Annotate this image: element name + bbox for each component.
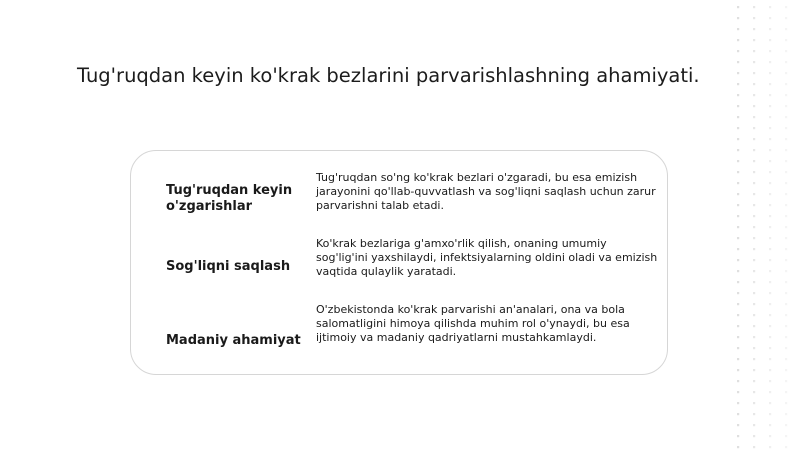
decorative-dot — [753, 237, 755, 239]
decorative-dot — [753, 149, 755, 151]
decorative-dot — [769, 391, 771, 393]
decorative-dot — [737, 248, 739, 250]
decorative-dot — [785, 17, 787, 19]
decorative-dot — [737, 61, 739, 63]
decorative-dot — [785, 413, 787, 415]
decorative-dot — [785, 28, 787, 30]
decorative-dot — [753, 50, 755, 52]
decorative-dot — [769, 336, 771, 338]
decorative-dot — [769, 61, 771, 63]
decorative-dot — [737, 94, 739, 96]
decorative-dot — [769, 303, 771, 305]
decorative-dot — [769, 116, 771, 118]
decorative-dot — [753, 413, 755, 415]
decorative-dot — [785, 149, 787, 151]
decorative-dot — [737, 116, 739, 118]
decorative-dot — [737, 83, 739, 85]
decorative-dot — [785, 138, 787, 140]
decorative-dot — [785, 193, 787, 195]
decorative-dot — [785, 160, 787, 162]
decorative-dot — [785, 358, 787, 360]
page-title: Tug'ruqdan keyin ko'krak bezlarini parvarishlashning ahamiyati. — [77, 64, 700, 87]
decorative-dot — [785, 116, 787, 118]
decorative-dot — [769, 446, 771, 448]
decorative-dot — [769, 28, 771, 30]
decorative-dot — [737, 314, 739, 316]
decorative-dot — [753, 226, 755, 228]
decorative-dot — [753, 402, 755, 404]
decorative-dot — [737, 325, 739, 327]
decorative-dot — [769, 292, 771, 294]
decorative-dot — [737, 237, 739, 239]
decorative-dot — [785, 336, 787, 338]
info-card — [130, 150, 668, 375]
decorative-dot — [769, 105, 771, 107]
decorative-dot — [785, 325, 787, 327]
decorative-dot — [737, 380, 739, 382]
decorative-dot — [753, 303, 755, 305]
decorative-dot — [769, 347, 771, 349]
decorative-dot — [753, 446, 755, 448]
decorative-dot — [785, 380, 787, 382]
decorative-dot — [785, 391, 787, 393]
decorative-dot — [769, 6, 771, 8]
decorative-dot — [769, 39, 771, 41]
decorative-dot — [753, 182, 755, 184]
decorative-dot — [785, 6, 787, 8]
decorative-dot — [753, 204, 755, 206]
decorative-dot — [753, 248, 755, 250]
decorative-dot — [769, 83, 771, 85]
row-text-changes: Tug'ruqdan so'ng ko'krak bezlari o'zgaradi, bu esa emizish jarayonini qo'llab-quvvatlash va sog'liqni saqlash uchun zarur parvarishni talab etadi. — [316, 171, 656, 212]
decorative-dot — [769, 281, 771, 283]
decorative-dot — [737, 50, 739, 52]
decorative-dot — [785, 424, 787, 426]
decorative-dot — [769, 314, 771, 316]
decorative-dot — [769, 127, 771, 129]
decorative-dot-pattern — [728, 0, 800, 449]
decorative-dot — [753, 358, 755, 360]
decorative-dot — [753, 336, 755, 338]
decorative-dot — [785, 259, 787, 261]
decorative-dot — [753, 347, 755, 349]
decorative-dot — [737, 435, 739, 437]
decorative-dot — [753, 160, 755, 162]
decorative-dot — [785, 270, 787, 272]
decorative-dot — [785, 50, 787, 52]
decorative-dot — [753, 39, 755, 41]
decorative-dot — [785, 226, 787, 228]
decorative-dot — [785, 61, 787, 63]
row-label-health: Sog'liqni saqlash — [166, 259, 291, 274]
decorative-dot — [753, 380, 755, 382]
decorative-dot — [769, 270, 771, 272]
decorative-dot — [785, 72, 787, 74]
decorative-dot — [785, 314, 787, 316]
decorative-dot — [785, 39, 787, 41]
decorative-dot — [785, 303, 787, 305]
decorative-dot — [769, 215, 771, 217]
decorative-dot — [785, 292, 787, 294]
decorative-dot — [737, 127, 739, 129]
decorative-dot — [769, 171, 771, 173]
decorative-dot — [737, 336, 739, 338]
decorative-dot — [753, 72, 755, 74]
decorative-dot — [753, 292, 755, 294]
decorative-dot — [737, 292, 739, 294]
decorative-dot — [737, 402, 739, 404]
decorative-dot — [769, 358, 771, 360]
decorative-dot — [769, 248, 771, 250]
decorative-dot — [769, 237, 771, 239]
decorative-dot — [769, 94, 771, 96]
decorative-dot — [737, 193, 739, 195]
decorative-dot — [737, 259, 739, 261]
decorative-dot — [785, 435, 787, 437]
decorative-dot — [753, 270, 755, 272]
decorative-dot — [785, 171, 787, 173]
decorative-dot — [785, 369, 787, 371]
decorative-dot — [769, 435, 771, 437]
decorative-dot — [769, 17, 771, 19]
decorative-dot — [737, 391, 739, 393]
decorative-dot — [753, 193, 755, 195]
decorative-dot — [785, 446, 787, 448]
decorative-dot — [769, 138, 771, 140]
decorative-dot — [769, 226, 771, 228]
decorative-dot — [737, 171, 739, 173]
decorative-dot — [753, 259, 755, 261]
decorative-dot — [737, 182, 739, 184]
decorative-dot — [737, 28, 739, 30]
decorative-dot — [753, 94, 755, 96]
decorative-dot — [753, 369, 755, 371]
decorative-dot — [753, 215, 755, 217]
decorative-dot — [753, 6, 755, 8]
decorative-dot — [785, 182, 787, 184]
decorative-dot — [769, 402, 771, 404]
decorative-dot — [753, 28, 755, 30]
decorative-dot — [785, 402, 787, 404]
decorative-dot — [737, 413, 739, 415]
decorative-dot — [785, 281, 787, 283]
decorative-dot — [753, 171, 755, 173]
decorative-dot — [769, 149, 771, 151]
decorative-dot — [737, 303, 739, 305]
decorative-dot — [753, 281, 755, 283]
decorative-dot — [737, 160, 739, 162]
decorative-dot — [769, 325, 771, 327]
decorative-dot — [769, 204, 771, 206]
decorative-dot — [737, 281, 739, 283]
decorative-dot — [785, 83, 787, 85]
decorative-dot — [769, 72, 771, 74]
decorative-dot — [753, 435, 755, 437]
decorative-dot — [737, 105, 739, 107]
decorative-dot — [785, 204, 787, 206]
decorative-dot — [785, 127, 787, 129]
decorative-dot — [769, 193, 771, 195]
decorative-dot — [769, 182, 771, 184]
row-label-changes: Tug'ruqdan keyin o'zgarishlar — [166, 183, 293, 214]
decorative-dot — [753, 391, 755, 393]
decorative-dot — [769, 160, 771, 162]
decorative-dot — [769, 259, 771, 261]
decorative-dot — [737, 72, 739, 74]
decorative-dot — [737, 204, 739, 206]
decorative-dot — [737, 424, 739, 426]
decorative-dot — [753, 325, 755, 327]
decorative-dot — [753, 314, 755, 316]
decorative-dot — [769, 424, 771, 426]
decorative-dot — [769, 369, 771, 371]
decorative-dot — [737, 446, 739, 448]
decorative-dot — [753, 424, 755, 426]
decorative-dot — [737, 39, 739, 41]
row-text-health: Ko'krak bezlariga g'amxo'rlik qilish, onaning umumiy sog'lig'ini yaxshilaydi, infektsiyalarning oldini oladi va emizish vaqtida qulaylik yaratadi. — [316, 237, 658, 278]
decorative-dot — [737, 358, 739, 360]
decorative-dot — [785, 347, 787, 349]
decorative-dot — [769, 413, 771, 415]
decorative-dot — [737, 149, 739, 151]
decorative-dot — [737, 369, 739, 371]
decorative-dot — [753, 127, 755, 129]
decorative-dot — [753, 61, 755, 63]
row-text-culture: O'zbekistonda ko'krak parvarishi an'analari, ona va bola salomatligini himoya qilishda muhim rol o'ynaydi, bu esa ijtimoiy va madaniy qadriyatlarni mustahkamlaydi. — [316, 303, 630, 344]
decorative-dot — [753, 83, 755, 85]
decorative-dot — [737, 6, 739, 8]
decorative-dot — [737, 138, 739, 140]
decorative-dot — [769, 50, 771, 52]
decorative-dot — [753, 105, 755, 107]
decorative-dot — [753, 116, 755, 118]
decorative-dot — [785, 215, 787, 217]
decorative-dot — [753, 138, 755, 140]
decorative-dot — [785, 94, 787, 96]
decorative-dot — [737, 270, 739, 272]
row-label-culture: Madaniy ahamiyat — [166, 333, 301, 348]
decorative-dot — [769, 380, 771, 382]
decorative-dot — [737, 215, 739, 217]
decorative-dot — [753, 17, 755, 19]
decorative-dot — [737, 226, 739, 228]
decorative-dot — [737, 17, 739, 19]
decorative-dot — [785, 237, 787, 239]
decorative-dot — [785, 248, 787, 250]
decorative-dot — [737, 347, 739, 349]
decorative-dot — [785, 105, 787, 107]
